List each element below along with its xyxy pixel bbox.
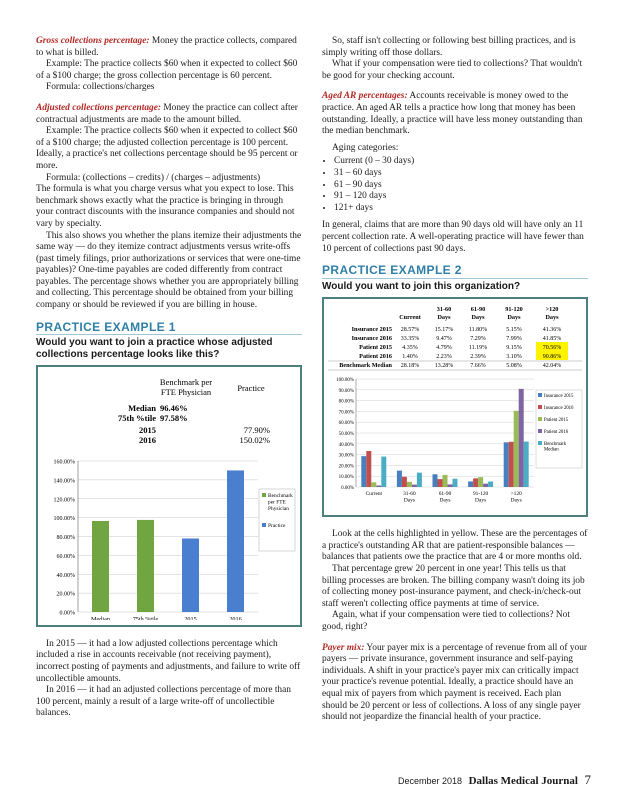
- paragraph-again: Again, what if your compensation were tied to collections? Not good, right?: [322, 610, 570, 633]
- fig1-y-tick: 40.00%: [56, 573, 75, 579]
- fig1-y-tick: 100.00%: [53, 516, 75, 523]
- fig2-x-tick: 31-60 Days: [403, 490, 416, 504]
- fig2-y-tick: 90.00%: [338, 388, 354, 394]
- fig2-y-tick: 40.00%: [338, 442, 354, 448]
- fig2-y-tick: 100.00%: [336, 377, 354, 383]
- fig1-x-tick: 75th %tile: [132, 616, 159, 621]
- aging-title: Aging categories:: [332, 142, 399, 153]
- fig2-chart: [336, 378, 582, 504]
- fig2-cell: 9.15%: [506, 344, 522, 351]
- adjusted-formula: Formula: (collections – credits) / (charges – adjustments): [46, 172, 261, 183]
- paragraph-so: So, staff isn't collecting or following best billing practices, and is simply writing off those dollars.: [322, 36, 576, 58]
- aging-list: [322, 156, 588, 214]
- fig2-cell: 5.15%: [506, 326, 522, 333]
- fig2-legend-label: Benchmark Median: [544, 441, 567, 453]
- fig1-y-tick: 140.00%: [53, 478, 75, 485]
- example-2-title: PRACTICE EXAMPLE 2: [322, 265, 588, 279]
- fig2-row-label: Patient 2016: [359, 352, 392, 360]
- fig2-bar-benchmark-median: [524, 441, 529, 486]
- fig2-cell: 2.23%: [436, 353, 452, 360]
- fig2-bar-patient-2015: [478, 477, 483, 487]
- fig2-bar-benchmark-median: [381, 456, 386, 486]
- aging-item: • 91 – 120 days: [334, 191, 588, 203]
- fig2-legend-label: Patient 2015: [544, 417, 569, 423]
- fig2-bar-benchmark-median: [488, 481, 493, 486]
- fig1-legend-swatch: [262, 523, 266, 527]
- paragraph-what-if: What if your compensation were tied to collections? That wouldn't be good for your checking account.: [322, 59, 583, 81]
- fig2-cell: 4.35%: [402, 344, 418, 351]
- fig2-bar-insurance-2015: [468, 481, 473, 487]
- fig2-col-header: 91-120 Days: [505, 305, 523, 321]
- paragraph-grew: That percentage grew 20 percent in one year! This tells us that billing processes are broken. The billing company wasn't doing its job of collecting money post-insurance payment, and check-in/check-out staff weren't collecting office payments at time of service.: [322, 564, 585, 609]
- fig2-bar-insurance-2015: [433, 474, 438, 487]
- fig2-cell: 42.04%: [542, 362, 562, 369]
- payer-definition: Payer mix: Your payer mix is a percentage of revenue from all of your payers — private insurance, government insurance and self-paying individuals. A shift in your practice's payer mix can critically impact your practice's revenue potential. Ideally, a practice should have an equal mix of payers from which payment is received. Each plan should be 20 percent or less of collections. A loss of any single payer should not jeopardize the financial health of your practice.: [322, 642, 588, 723]
- fig2-bar-benchmark-median: [453, 478, 458, 486]
- fig2-cell: 11.19%: [468, 344, 488, 351]
- fig2-legend-label: Patient 2016: [544, 429, 569, 435]
- fig2-bar-insurance-2016: [473, 478, 478, 487]
- fig2-cell: 41.85%: [542, 335, 562, 342]
- aging-figure: [324, 299, 586, 511]
- fig2-bar-patient-2015: [443, 475, 448, 487]
- fig2-cell: 7.29%: [470, 335, 486, 342]
- fig2-y-tick: 0.00%: [341, 485, 354, 491]
- fig1-benchmark-value: 97.58%: [160, 413, 188, 424]
- fig1-y-tick: 20.00%: [56, 591, 75, 598]
- payer-term: Payer mix:: [322, 642, 365, 653]
- fig2-legend-label: Insurance 2015: [544, 393, 574, 399]
- fig2-y-tick: 20.00%: [338, 464, 354, 470]
- fig2-x-tick: Current: [365, 490, 383, 497]
- fig2-cell: 1.40%: [402, 353, 418, 360]
- fig2-bar-benchmark-median: [417, 472, 422, 486]
- paragraph-2015: In 2015 — it had a low adjusted collections percentage which included a rise in accounts receivable (not receiving payment), incorrect posting of payments and adjustments, and failure to write off uncollectible amounts.: [36, 638, 301, 684]
- fig2-row-label: Insurance 2015: [351, 325, 392, 333]
- fig2-cell: 4.79%: [436, 344, 452, 351]
- fig1-benchmark-value: 96.46%: [160, 403, 188, 414]
- fig2-col-header: >120 Days: [545, 305, 559, 321]
- fig1-chart: [54, 460, 296, 621]
- fig2-cell: 7.66%: [470, 362, 486, 369]
- fig1-bar-2015: [182, 539, 199, 613]
- fig2-row-label: Benchmark Median: [339, 361, 392, 369]
- adjusted-paragraph-2: This also shows you whether the plans itemize their adjustments the same way — do they itemize contract adjustments versus write-offs (past timely filings, prior authorizations or services that were one-time payables)? One-time payables are coded differently from contract payables. The percentage shows whether you are appropriately billing and collecting. This percentage should be obtained from your billing company or should be reviewed if you are billing in house.: [36, 230, 302, 311]
- paragraph-look: Look at the cells highlighted in yellow. These are the percentages of a practice's outstanding AR that are patient-responsible balances — balances that patients owe the practice that are 4 or more months old.: [322, 529, 588, 563]
- right-column: [322, 36, 588, 724]
- fig2-bar-insurance-2016: [402, 476, 407, 486]
- fig2-legend-swatch: [538, 417, 542, 421]
- paragraph-general: In general, claims that are more than 90 days old will have only an 11 percent collection rate. A well-operating practice will have fewer than 10 percent of collections past 90 days.: [322, 220, 584, 254]
- fig1-table: [118, 403, 270, 445]
- fig1-bar-2016: [227, 471, 244, 613]
- fig1-x-tick: 2015: [184, 616, 197, 621]
- fig2-cell: 90.86%: [542, 353, 562, 360]
- collections-figure: [38, 367, 300, 620]
- footer-magazine: Dallas Medical Journal: [468, 775, 578, 787]
- fig2-bar-insurance-2015: [504, 442, 509, 487]
- fig2-cell: 15.17%: [434, 326, 454, 333]
- fig1-y-tick: 80.00%: [56, 535, 75, 542]
- fig1-x-tick: Median: [91, 616, 110, 621]
- footer-date: December 2018: [398, 776, 463, 786]
- fig1-legend-label: Practice: [268, 523, 286, 530]
- fig2-cell: 13.28%: [434, 362, 454, 369]
- fig2-bar-patient-2015: [371, 482, 376, 487]
- fig2-cell: 3.10%: [506, 353, 522, 360]
- fig1-x-tick: 2016: [229, 616, 242, 621]
- fig1-bar-75th-tile: [137, 520, 154, 612]
- example-1-question: Would you want to join a practice whose adjusted collections percentage looks like this?: [36, 337, 273, 361]
- fig2-x-tick: >120 Days: [510, 490, 522, 504]
- example-2-figure: [322, 297, 588, 518]
- fig2-cell: 70.56%: [542, 344, 562, 351]
- adjusted-term: Adjusted collections percentage:: [36, 102, 161, 113]
- fig2-table: [328, 306, 582, 370]
- fig2-legend-label: Insurance 2016: [544, 405, 574, 411]
- aging-item: • Current (0 – 30 days): [334, 156, 588, 168]
- fig1-row-label: 75th %tile: [117, 413, 156, 424]
- fig2-y-tick: 60.00%: [338, 420, 354, 426]
- fig1-y-tick: 60.00%: [56, 554, 75, 561]
- fig2-row-label: Insurance 2016: [351, 334, 392, 342]
- fig2-bar-insurance-2015: [361, 456, 366, 487]
- fig2-bar-patient-2015: [514, 410, 519, 486]
- fig2-y-tick: 10.00%: [338, 474, 354, 480]
- fig1-legend-label: Benchmark per FTE Physician: [268, 493, 293, 513]
- fig2-col-header: 61-90 Days: [470, 305, 486, 321]
- fig1-benchmark-header: Benchmark per FTE Physician: [159, 377, 213, 398]
- fig2-bar-patient-2015: [407, 482, 412, 487]
- gross-definition: Gross collections percentage: Money the practice collects, compared to what is billed.: [36, 36, 297, 58]
- fig2-row-label: Patient 2015: [359, 343, 392, 351]
- fig2-bar-insurance-2015: [397, 470, 402, 486]
- fig1-practice-value: 77.90%: [243, 425, 270, 436]
- page-number: 7: [584, 772, 591, 787]
- fig1-practice-header: Practice: [237, 383, 265, 394]
- fig1-y-tick: 120.00%: [53, 497, 75, 504]
- fig2-bar-patient-2016: [519, 389, 524, 487]
- fig2-y-tick: 50.00%: [338, 431, 354, 437]
- paragraph-2016: In 2016 — it had an adjusted collections percentage of more than 100 percent, mainly a result of a large write-off of uncollectible balances.: [36, 685, 291, 719]
- fig2-y-tick: 70.00%: [338, 410, 354, 416]
- fig1-bar-median: [92, 521, 109, 612]
- fig2-col-header: Current: [399, 313, 421, 321]
- example-2-question: Would you want to join this organization?: [322, 280, 521, 292]
- fig2-bar-insurance-2016: [509, 441, 514, 486]
- fig1-row-label: 2015: [139, 425, 156, 436]
- fig2-bar-patient-2016: [412, 484, 417, 486]
- fig2-cell: 5.08%: [506, 362, 522, 369]
- aged-term: Aged AR percentages:: [322, 91, 408, 102]
- fig2-cell: 11.80%: [468, 326, 488, 333]
- adjusted-paragraph-1: The formula is what you charge versus what you expect to lose. This benchmark shows exactly what the practice is bringing in through your contract discounts with the insurance companies and should not vary by specialty.: [36, 184, 295, 229]
- fig2-cell: 28.18%: [400, 362, 420, 369]
- fig2-legend-swatch: [538, 405, 542, 409]
- fig2-cell: 28.57%: [400, 326, 420, 333]
- fig2-y-tick: 30.00%: [338, 453, 354, 459]
- fig2-cell: 2.39%: [470, 353, 486, 360]
- fig2-cell: 41.36%: [542, 326, 562, 333]
- fig2-legend-swatch: [538, 393, 542, 397]
- fig2-x-tick: 61-90 Days: [438, 490, 452, 504]
- gross-example: Example: The practice collects $60 when it expected to collect $60 of a $100 charge; the gross collection percentage is 60 percent.: [36, 59, 298, 81]
- fig2-bar-patient-2016: [376, 485, 381, 487]
- gross-term: Gross collections percentage:: [36, 36, 150, 46]
- fig1-row-label: Median: [128, 403, 156, 414]
- fig1-y-tick: 160.00%: [53, 459, 75, 466]
- fig2-bar-patient-2016: [483, 483, 488, 486]
- aged-definition: Aged AR percentages: Accounts receivable is money owed to the practice. An aged AR tells a practice how long that money has been outstanding. Ideally, a practice will have less money outstanding than the median benchmark.: [322, 91, 583, 137]
- fig2-cell: 9.47%: [436, 335, 452, 342]
- fig1-row-label: 2016: [139, 435, 156, 446]
- fig2-legend-swatch: [538, 429, 542, 433]
- fig2-y-tick: 80.00%: [338, 399, 354, 405]
- aging-item: • 31 – 60 days: [334, 168, 588, 180]
- fig1-y-tick: 0.00%: [59, 610, 75, 617]
- fig2-bar-insurance-2016: [438, 479, 443, 487]
- gross-formula: Formula: collections/charges: [46, 82, 155, 93]
- fig1-practice-value: 150.02%: [239, 435, 270, 446]
- example-1-title: PRACTICE EXAMPLE 1: [36, 322, 302, 336]
- left-column: [36, 36, 302, 720]
- adjusted-example: Example: The practice collects $60 when it expected to collect $60 of a $100 charge; the adjusted collection percentage is 100 percent. Ideally, a practice's net collections percentage should be 95 percent or more.: [36, 126, 298, 171]
- fig2-col-header: 31-60 Days: [436, 305, 452, 321]
- example-1-figure: [36, 365, 302, 627]
- fig2-legend-swatch: [538, 441, 542, 445]
- aging-item: • 121+ days: [334, 203, 588, 215]
- fig1-legend-swatch: [262, 493, 266, 497]
- page-footer: [398, 772, 591, 788]
- fig2-bar-patient-2016: [448, 484, 453, 487]
- fig2-bar-insurance-2016: [366, 451, 371, 487]
- fig2-x-tick: 91-120 Days: [472, 490, 489, 504]
- adjusted-definition: Adjusted collections percentage: Money the practice can collect after contractual adjustments are made to the amount billed.: [36, 102, 298, 125]
- fig2-cell: 33.35%: [400, 335, 420, 342]
- fig2-cell: 7.99%: [506, 335, 522, 342]
- aging-item: • 61 – 90 days: [334, 180, 588, 192]
